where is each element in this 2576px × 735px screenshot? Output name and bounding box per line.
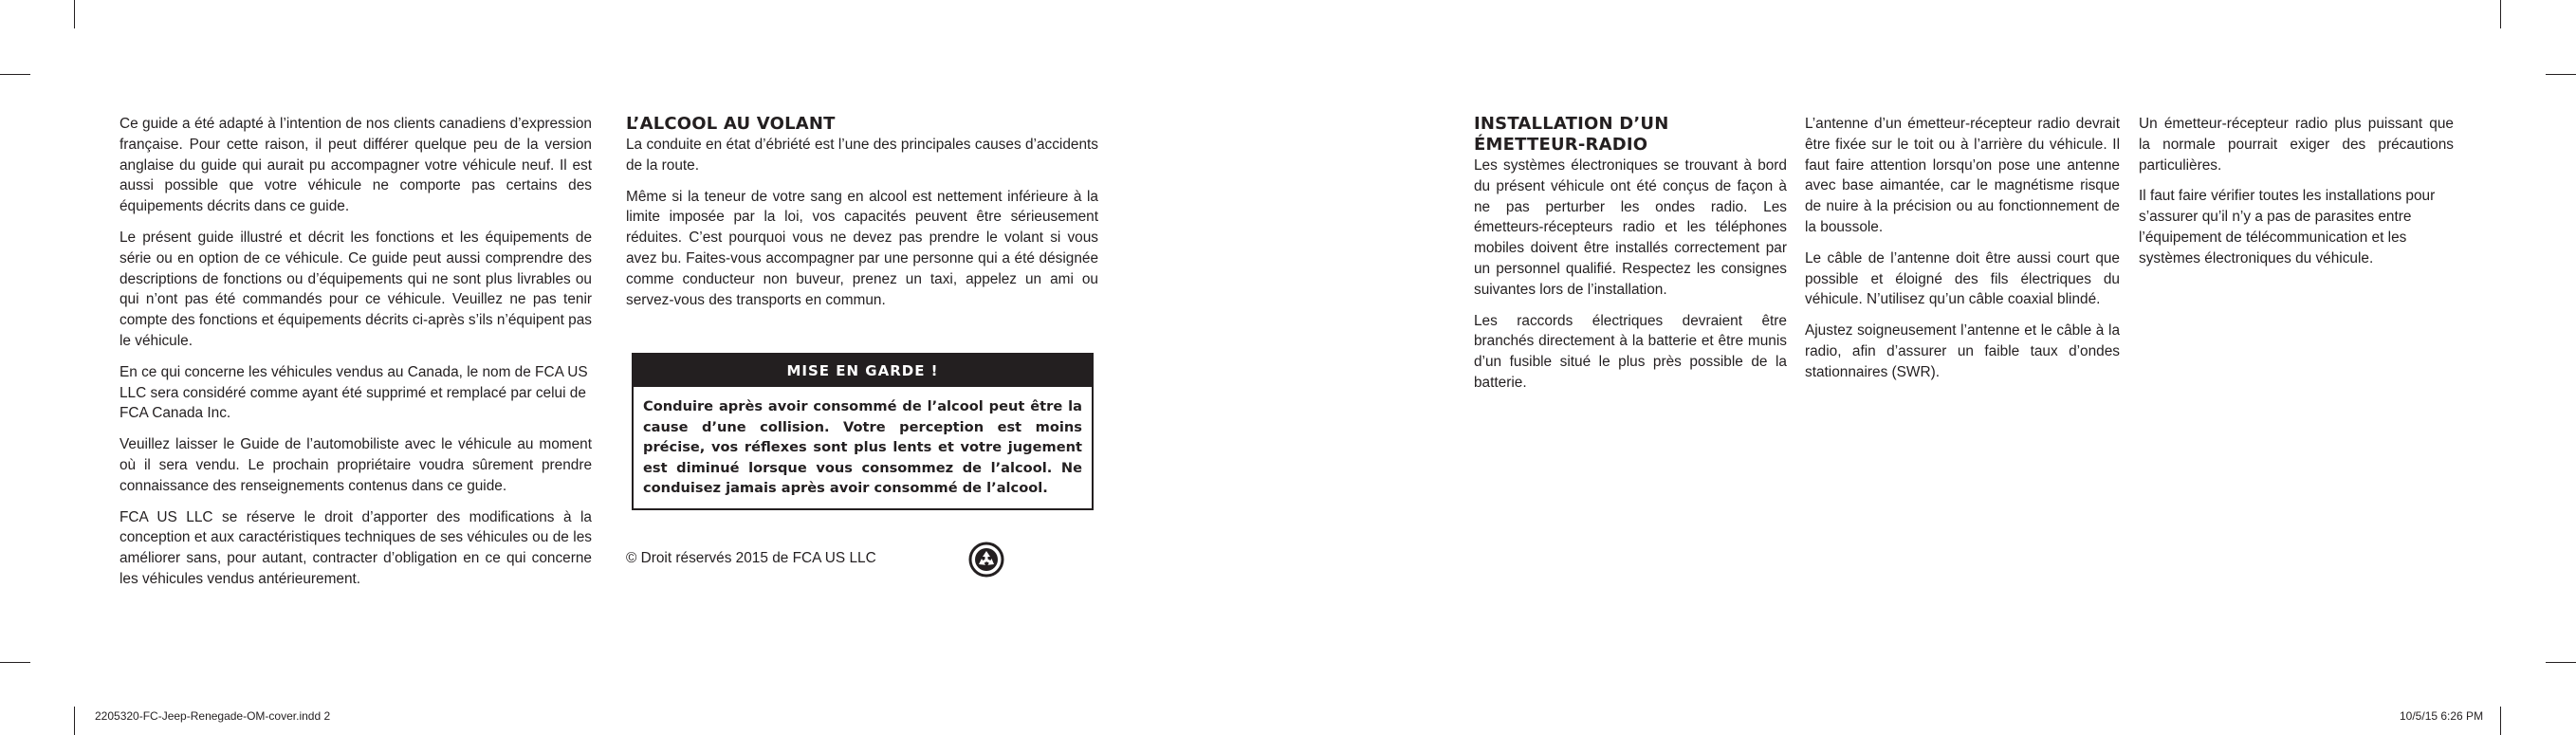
warning-title: MISE EN GARDE !	[634, 355, 1092, 387]
radio-paragraph: Les systèmes électroniques se trouvant à bord du présent véhicule ont été conçus de façon à ne pas perturber les ondes radio. Les émetteurs-récepteurs radio et les téléphones mobiles doivent être installés correctement par un personnel qualifié. Respectez les consignes suivantes lors de l’installation.	[1474, 157, 1787, 298]
alcohol-column	[626, 114, 1098, 321]
radio-column-c	[2139, 114, 2454, 280]
alcohol-paragraph: La conduite en état d’ébriété est l’une des principales causes d’accidents de la route.	[626, 137, 1098, 174]
radio-heading	[1474, 114, 1787, 156]
alcohol-heading: L’ALCOOL AU VOLANT	[626, 114, 836, 134]
intro-column	[120, 114, 592, 600]
alcohol-paragraph: Même si la teneur de votre sang en alcool est nettement inférieure à la limite imposée par la loi, vos capacités peuvent être sérieusement réduites. C’est pourquoi vous ne devez pas prendre le volant si vous avez bu. Faites-vous accompagner par une personne qui a été désignée comme conducteur non buveur, prenez un taxi, appelez un ami ou servez-vous des transports en commun.	[626, 188, 1098, 308]
radio-paragraph: Un émetteur-récepteur radio plus puissant que la normale pourrait exiger des précautions particulières.	[2139, 116, 2454, 174]
radio-heading-line1: INSTALLATION D’UN	[1474, 114, 1669, 134]
copyright-notice: © Droit réservés 2015 de FCA US LLC	[626, 550, 876, 566]
crop-mark	[2500, 707, 2501, 735]
radio-column-a	[1474, 114, 1787, 404]
crop-mark	[2546, 662, 2576, 663]
crop-mark	[0, 74, 30, 75]
warning-text: Conduire après avoir consommé de l’alcool peut être la cause d’une collision. Votre perception est moins précise, vos réflexes sont plus lents et votre jugement est diminué lorsque vous consommez de l’alcool. Ne conduisez jamais après avoir consommé de l’alcool.	[643, 398, 1082, 497]
recycle-icon	[967, 541, 1005, 579]
crop-mark	[2546, 74, 2576, 75]
radio-paragraph: Les raccords électriques devraient être branchés directement à la batterie et être munis d’un fusible situé le plus près possible de la batterie.	[1474, 312, 1787, 391]
radio-paragraph: L’antenne d’un émetteur-récepteur radio devrait être fixée sur le toit ou à l’arrière du véhicule. Il faut faire attention lorsqu’on pose une antenne avec base aimantée, car le magnétisme risque de nuire à la précision ou au fonctionnement de la boussole.	[1805, 116, 2120, 235]
radio-paragraph: Le câble de l’antenne doit être aussi court que possible et éloigné des fils électriques du véhicule. N’utilisez qu’un câble coaxial blindé.	[1805, 249, 2120, 308]
intro-paragraph: FCA US LLC se réserve le droit d’apporter des modifications à la conception et aux caractéristiques techniques de ses véhicules ou de les améliorer sans, pour autant, contracter d’obligation en ce qui concerne les véhicules vendus antérieurement.	[120, 508, 592, 587]
radio-column-b	[1805, 114, 2120, 394]
crop-mark	[0, 662, 30, 663]
intro-paragraph: Le présent guide illustré et décrit les fonctions et les équipements de série ou en option de ce véhicule. Ce guide peut aussi comprendre des descriptions de fonctions ou d’équipements qui ne sont plus livrables ou qui n’ont pas été commandés pour ce véhicule. Veuillez ne pas tenir compte des fonctions et équipements décrits ci-après s’ils n’équipent pas le véhicule.	[120, 229, 592, 349]
slug-datetime: 10/5/15 6:26 PM	[2400, 709, 2484, 723]
radio-paragraph: Ajustez soigneusement l’antenne et le câble à la radio, afin d’assurer un faible taux d’ondes stationnaires (SWR).	[1805, 322, 2120, 380]
warning-box	[632, 353, 1094, 510]
radio-paragraph: Il faut faire vérifier toutes les installations pour s’assurer qu’il n’y a pas de parasites entre l’équipement de télécommunication et les systèmes électroniques du véhicule.	[2139, 188, 2436, 266]
intro-paragraph: Veuillez laisser le Guide de l’automobiliste avec le véhicule au moment où il sera vendu. Le prochain propriétaire voudra sûrement prendre connaissance des renseignements contenus dans ce guide.	[120, 436, 592, 494]
intro-paragraph: Ce guide a été adapté à l’intention de nos clients canadiens d’expression française. Pour cette raison, il peut différer quelque peu de la version anglaise du guide qui aurait pu accompagner votre véhicule neuf. Il est aussi possible que votre véhicule ne comporte pas certains des équipements décrits dans ce guide.	[120, 116, 592, 215]
crop-mark	[74, 707, 75, 735]
crop-mark	[2500, 0, 2501, 28]
crop-mark	[74, 0, 75, 28]
slug-filename: 2205320-FC-Jeep-Renegade-OM-cover.indd 2	[95, 709, 331, 723]
radio-heading-line2: ÉMETTEUR-RADIO	[1474, 135, 1648, 155]
intro-paragraph: En ce qui concerne les véhicules vendus au Canada, le nom de FCA US LLC sera considéré comme ayant été supprimé et remplacé par celui de FCA Canada Inc.	[120, 363, 588, 422]
